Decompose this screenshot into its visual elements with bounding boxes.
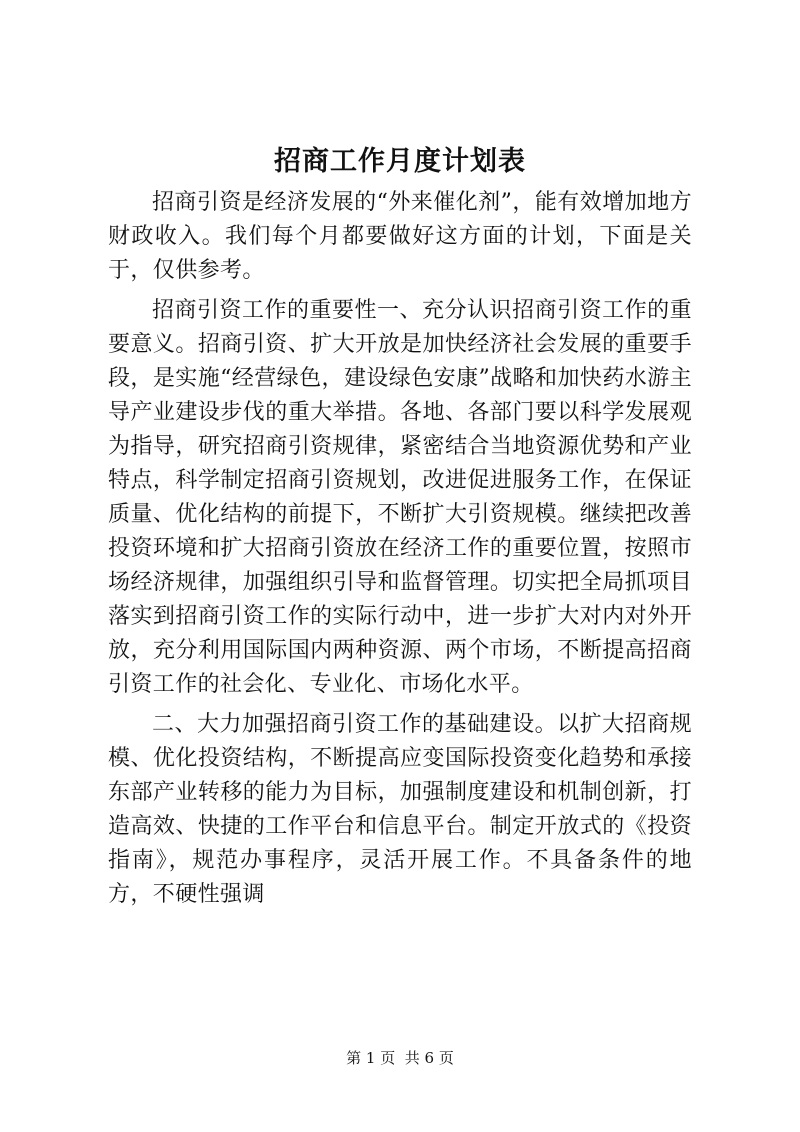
paragraph-foundation: 二、大力加强招商引资工作的基础建设。以扩大招商规模、优化投资结构，不断提高应变国际投资变化趋势和承接东部产业转移的能力为目标，加强制度建设和机制创新，打造高效、快捷的工作平台和信息平台。制定开放式的《投资指南》，规范办事程序，灵活开展工作。不具备条件的地方，不硬性强调	[108, 712, 692, 907]
document-title: 招商工作月度计划表	[274, 146, 526, 177]
page-total: 共 6 页	[404, 1049, 454, 1067]
paragraph-importance: 招商引资工作的重要性一、充分认识招商引资工作的重要意义。招商引资、扩大开放是加快经济社会发展的重要手段，是实施“经营绿色，建设绿色安康”战略和加快药水游主导产业建设步伐的重大举措。各地、各部门要以科学发展观为指导，研究招商引资规律，紧密结合当地资源优势和产业特点，科学制定招商引资规划，改进促进服务工作，在保证质量、优化结构的前提下，不断扩大引资规模。继续把改善投资环境和扩大招商引资放在经济工作的重要位置，按照市场经济规律，加强组织引导和监督管理。切实把全局抓项目落实到招商引资工作的实际行动中，进一步扩大对内对外开放，充分利用国际国内两种资源、两个市场，不断提高招商引资工作的社会化、专业化、市场化水平。	[108, 298, 692, 697]
paragraph-intro: 招商引资是经济发展的“外来催化剂”，能有效增加地方财政收入。我们每个月都要做好这方面的计划，下面是关于，仅供参考。	[108, 190, 692, 283]
page-footer	[0, 1048, 800, 1068]
document-body	[108, 186, 692, 918]
page-number: 第 1 页	[346, 1049, 396, 1067]
